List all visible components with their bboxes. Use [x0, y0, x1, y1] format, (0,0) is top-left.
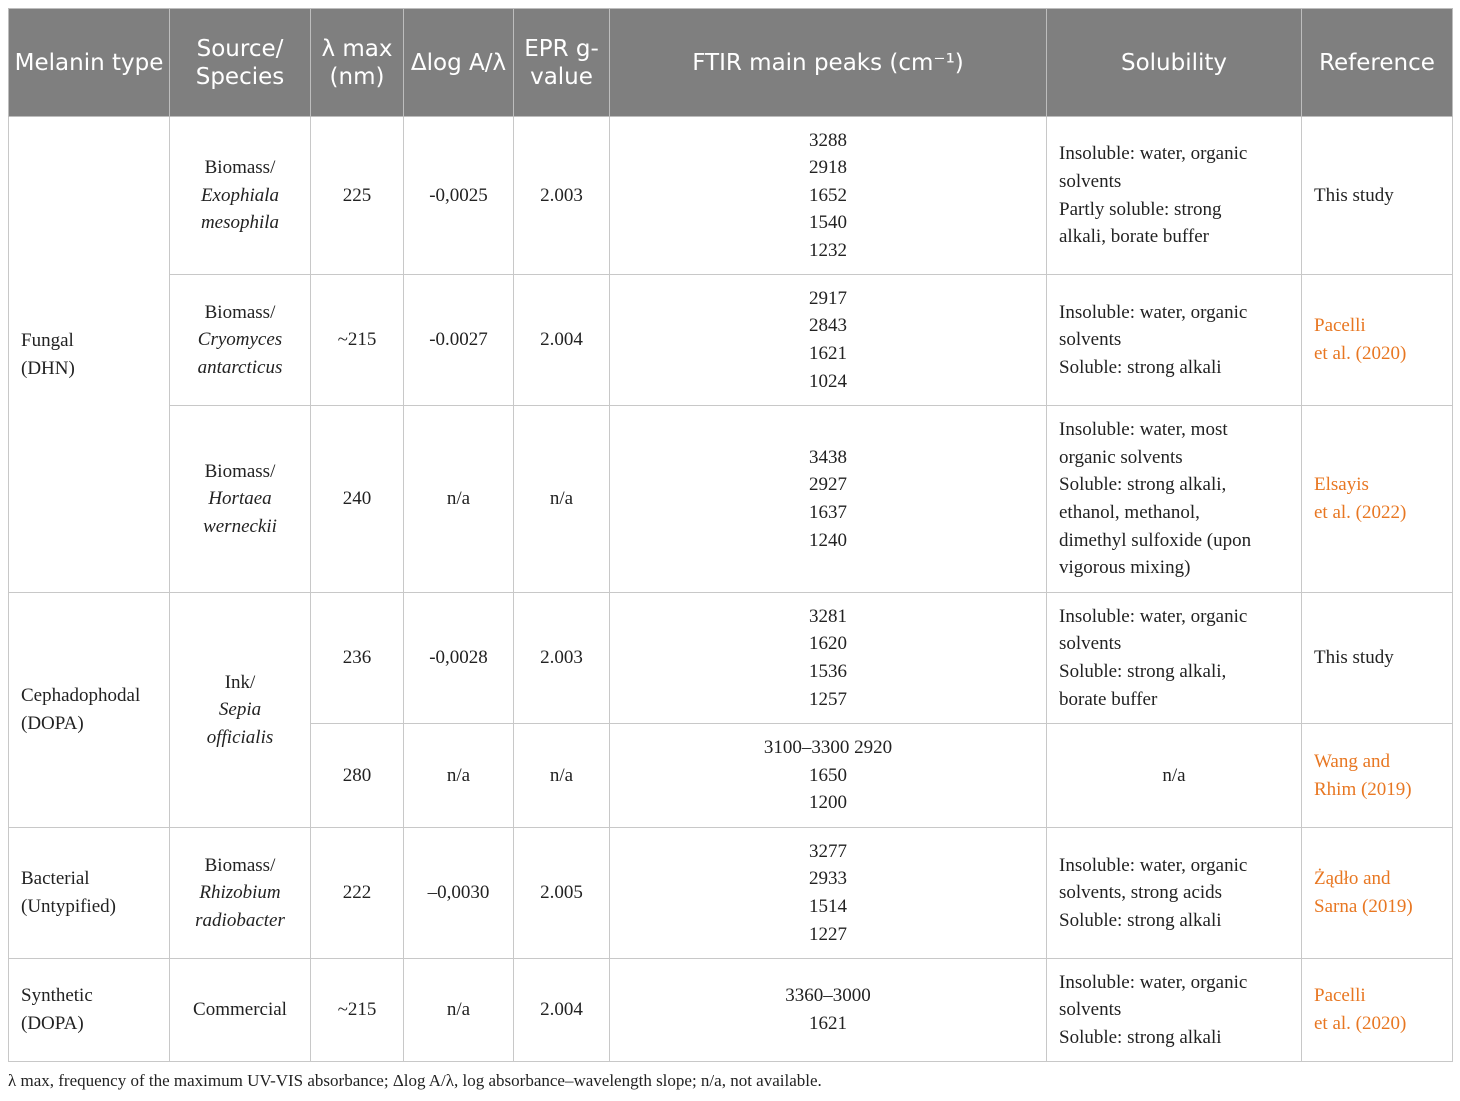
- dlog-cell: –0,0030: [404, 828, 514, 959]
- source-cell: Biomass/ Hortaea werneckii: [170, 406, 311, 593]
- epr-cell: n/a: [514, 406, 610, 593]
- ftir-cell: 3100–3300 2920 1650 1200: [610, 724, 1047, 828]
- dlog-cell: -0,0025: [404, 117, 514, 275]
- reference-cell[interactable]: [1302, 275, 1453, 406]
- dlog-cell: -0,0028: [404, 593, 514, 724]
- reference-link[interactable]: Pacelli: [1314, 985, 1366, 1007]
- dlog-cell: n/a: [404, 724, 514, 828]
- ftir-cell: 3281 1620 1536 1257: [610, 593, 1047, 724]
- group-cephalopod: Cephadophodal (DOPA): [9, 593, 170, 828]
- reference-link[interactable]: et al. (2022): [1314, 502, 1407, 523]
- reference-link[interactable]: Sarna (2019): [1314, 896, 1413, 917]
- lambda-cell: 225: [311, 117, 404, 275]
- solubility-cell: Insoluble: water, most organic solvents Soluble: strong alkali, ethanol, methanol, dimethyl sulfoxide (upon vigorous mixing): [1047, 406, 1302, 593]
- header-delta-log: Δlog A/λ: [404, 9, 514, 117]
- source-cell: Biomass/ Exophiala mesophila: [170, 117, 311, 275]
- group-synthetic: Synthetic (DOPA): [9, 959, 170, 1062]
- melanin-comparison-table: [8, 8, 1453, 1062]
- header-lambda-max: λ max (nm): [311, 9, 404, 117]
- header-source-species: Source/ Species: [170, 9, 311, 117]
- ftir-cell: 3360–3000 1621: [610, 959, 1047, 1062]
- source-cell: Ink/ Sepia officialis: [170, 593, 311, 828]
- reference-link[interactable]: et al. (2020): [1314, 343, 1407, 364]
- reference-cell[interactable]: [1302, 959, 1453, 1062]
- reference-cell[interactable]: [1302, 724, 1453, 828]
- solubility-cell: Insoluble: water, organic solvents Soluble: strong alkali, borate buffer: [1047, 593, 1302, 724]
- epr-cell: n/a: [514, 724, 610, 828]
- epr-cell: 2.003: [514, 593, 610, 724]
- reference-link[interactable]: Pacelli: [1314, 315, 1366, 337]
- reference-cell[interactable]: [1302, 406, 1453, 593]
- reference-cell: This study: [1302, 117, 1453, 275]
- ftir-cell: 2917 2843 1621 1024: [610, 275, 1047, 406]
- table-row: [9, 828, 1453, 959]
- solubility-cell: n/a: [1047, 724, 1302, 828]
- lambda-cell: 280: [311, 724, 404, 828]
- epr-cell: 2.004: [514, 275, 610, 406]
- header-melanin-type: Melanin type: [9, 9, 170, 117]
- lambda-cell: ~215: [311, 275, 404, 406]
- reference-link[interactable]: Elsayis: [1314, 474, 1369, 496]
- reference-link[interactable]: Żądło and: [1314, 868, 1391, 890]
- epr-cell: 2.003: [514, 117, 610, 275]
- table-row: [9, 959, 1453, 1062]
- table-footnote: λ max, frequency of the maximum UV-VIS absorbance; Δlog A/λ, log absorbance–wavelength slope; n/a, not available.: [8, 1071, 822, 1090]
- reference-link[interactable]: et al. (2020): [1314, 1013, 1407, 1034]
- reference-cell[interactable]: [1302, 828, 1453, 959]
- table-row: [9, 275, 1453, 406]
- solubility-cell: Insoluble: water, organic solvents Soluble: strong alkali: [1047, 959, 1302, 1062]
- reference-cell: This study: [1302, 593, 1453, 724]
- table-row: [9, 117, 1453, 275]
- ftir-cell: 3438 2927 1637 1240: [610, 406, 1047, 593]
- group-fungal: Fungal (DHN): [9, 117, 170, 593]
- source-cell: Biomass/ Cryomyces antarcticus: [170, 275, 311, 406]
- epr-cell: 2.005: [514, 828, 610, 959]
- solubility-cell: Insoluble: water, organic solvents Partly soluble: strong alkali, borate buffer: [1047, 117, 1302, 275]
- lambda-cell: 236: [311, 593, 404, 724]
- lambda-cell: 222: [311, 828, 404, 959]
- header-ftir: FTIR main peaks (cm⁻¹): [610, 9, 1047, 117]
- header-reference: Reference: [1302, 9, 1453, 117]
- group-bacterial: Bacterial (Untypified): [9, 828, 170, 959]
- dlog-cell: n/a: [404, 406, 514, 593]
- header-solubility: Solubility: [1047, 9, 1302, 117]
- source-cell: Commercial: [170, 959, 311, 1062]
- source-cell: Biomass/ Rhizobium radiobacter: [170, 828, 311, 959]
- solubility-cell: Insoluble: water, organic solvents Soluble: strong alkali: [1047, 275, 1302, 406]
- ftir-cell: 3288 2918 1652 1540 1232: [610, 117, 1047, 275]
- solubility-cell: Insoluble: water, organic solvents, strong acids Soluble: strong alkali: [1047, 828, 1302, 959]
- reference-link[interactable]: Rhim (2019): [1314, 778, 1412, 800]
- table-container: [8, 8, 1452, 1062]
- dlog-cell: n/a: [404, 959, 514, 1062]
- table-row: [9, 593, 1453, 724]
- epr-cell: 2.004: [514, 959, 610, 1062]
- header-row: [9, 9, 1453, 117]
- ftir-cell: 3277 2933 1514 1227: [610, 828, 1047, 959]
- lambda-cell: 240: [311, 406, 404, 593]
- table-row: [9, 406, 1453, 593]
- header-epr: EPR g-value: [514, 9, 610, 117]
- reference-link[interactable]: Wang and: [1314, 750, 1391, 772]
- dlog-cell: -0.0027: [404, 275, 514, 406]
- lambda-cell: ~215: [311, 959, 404, 1062]
